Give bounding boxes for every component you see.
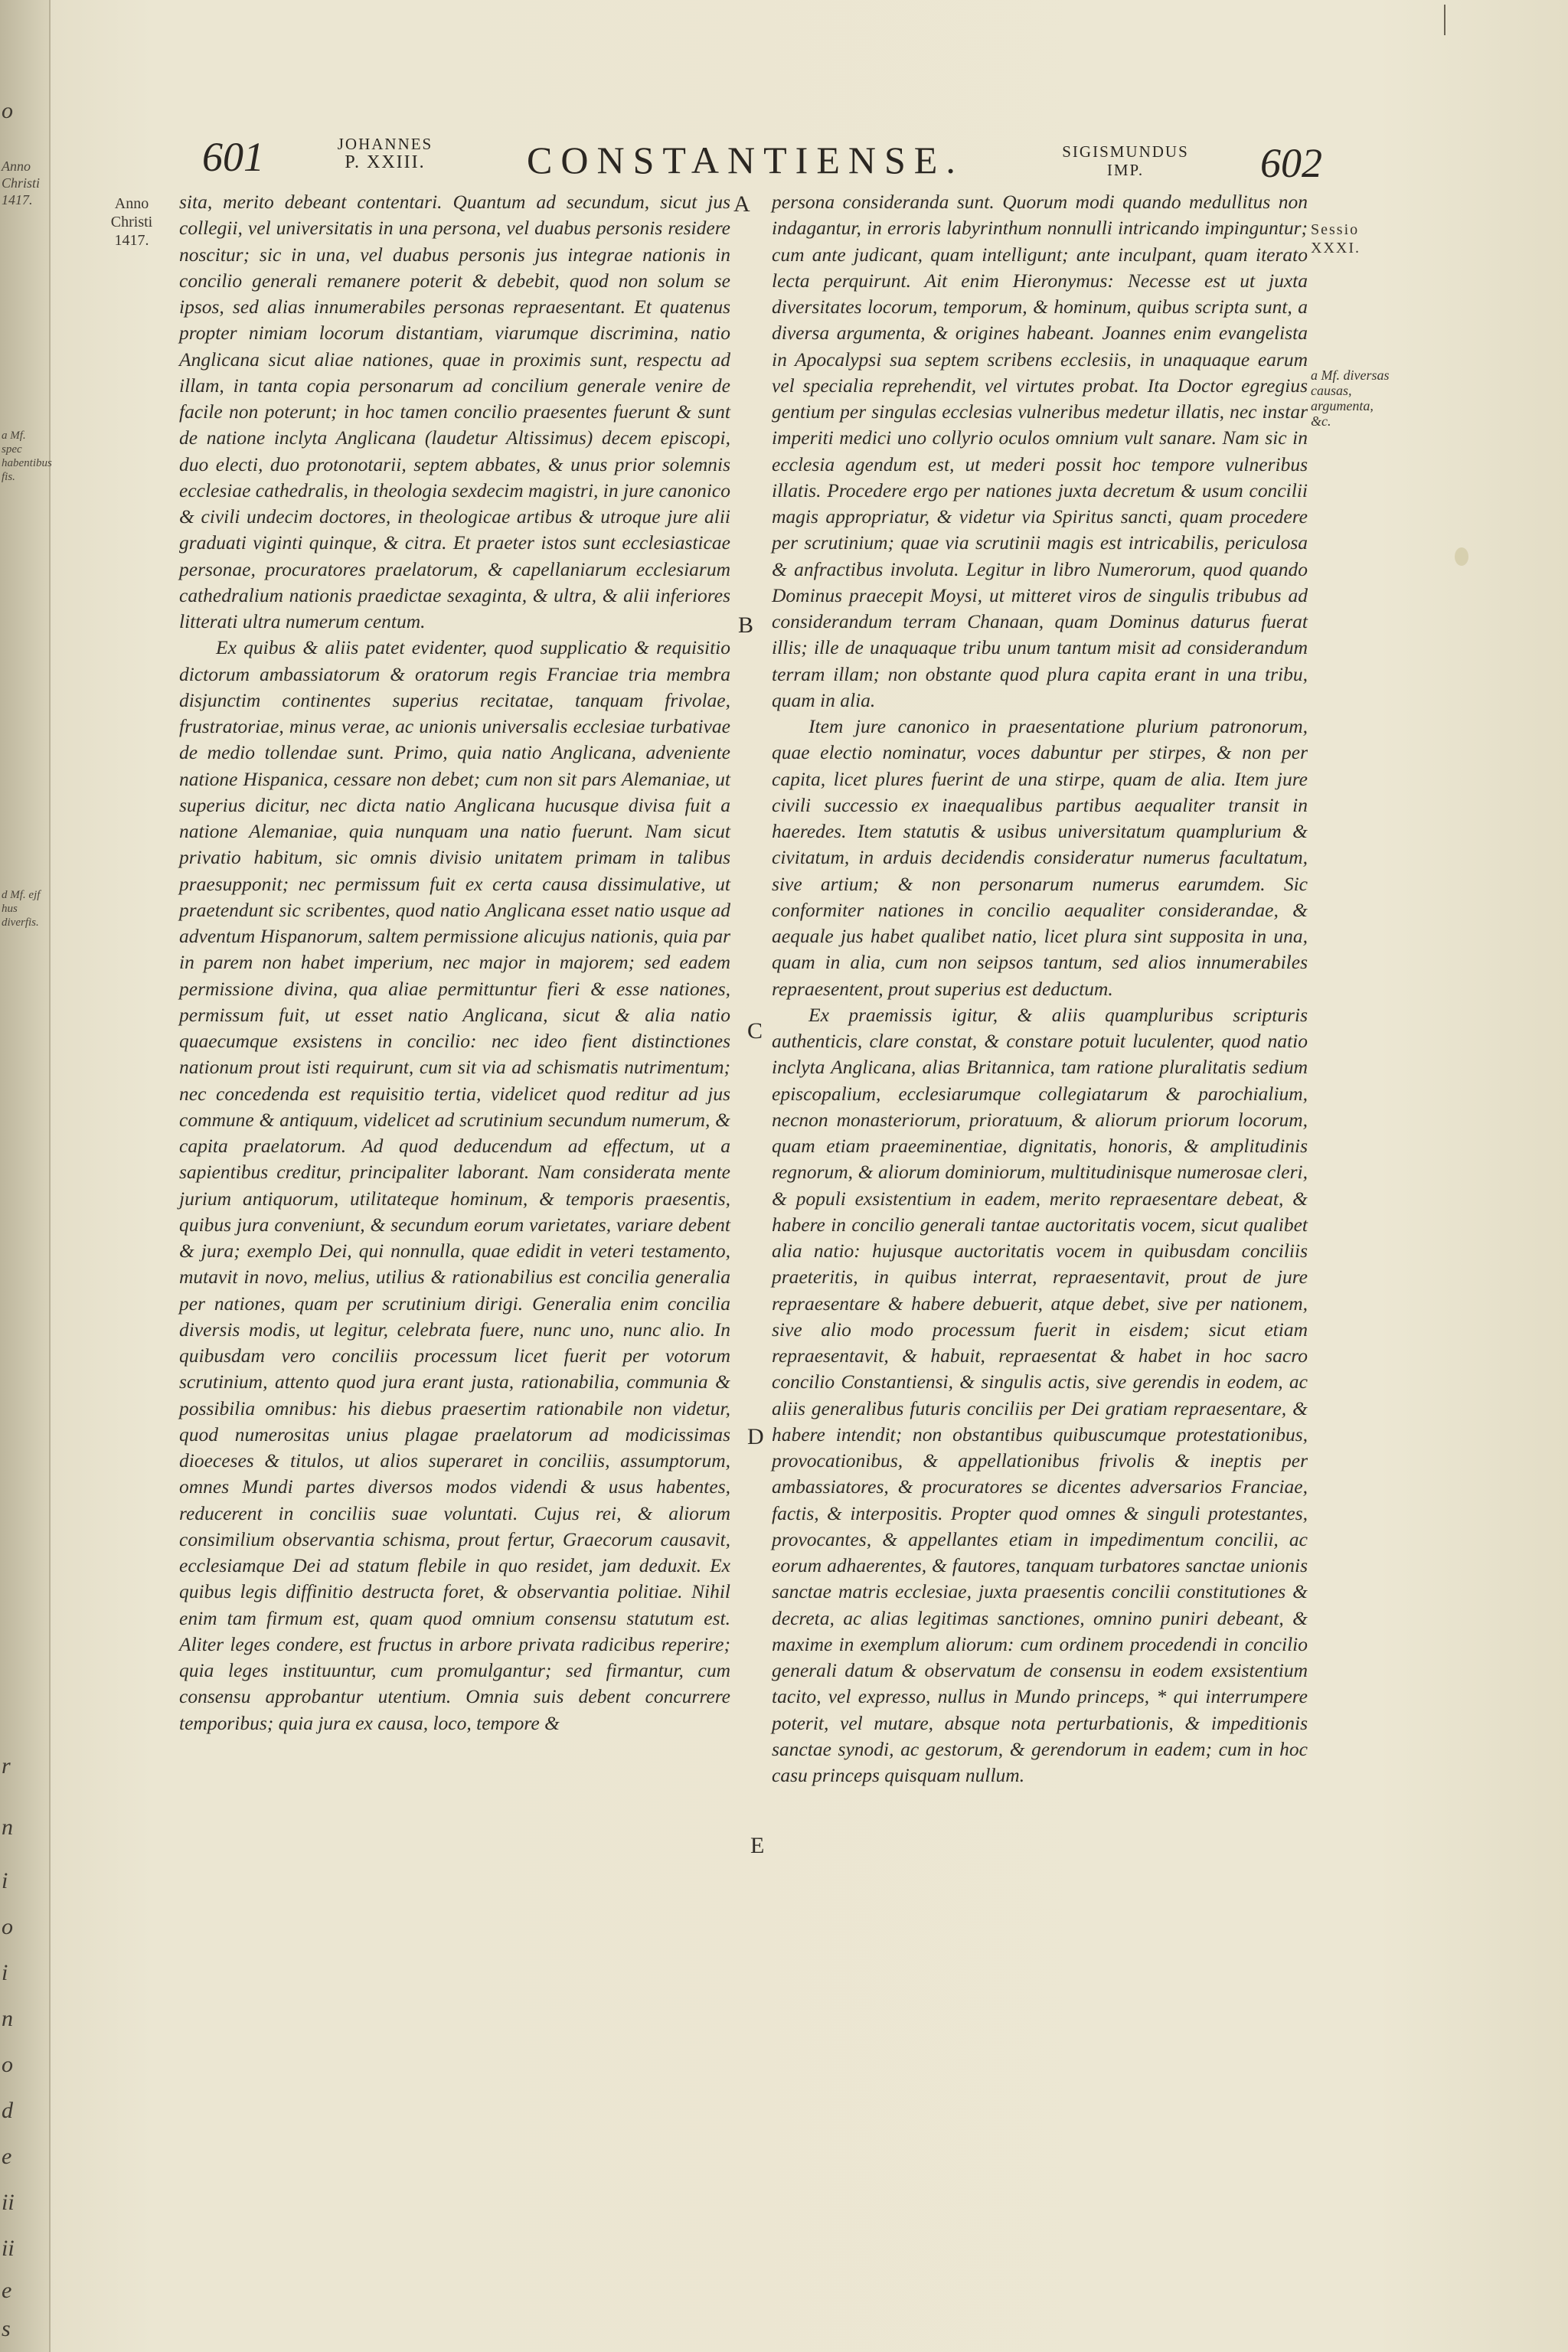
section-letter-e: E	[750, 1833, 765, 1858]
session-margin-note: Sessio XXXI.	[1311, 221, 1361, 256]
left-text-column	[179, 189, 730, 1736]
page-number-left: 601	[202, 134, 264, 180]
strip-top-glyph: o	[2, 98, 13, 123]
strip-letter: ii	[2, 2190, 15, 2215]
header-emperor-name: SIGISMUNDUS	[1062, 142, 1189, 161]
strip-note-1: a Mf. spec habentibus fis.	[2, 430, 52, 483]
strip-letter: e	[2, 2144, 12, 2169]
header-emperor-title: IMP.	[1106, 161, 1145, 179]
strip-note-2: d Mf. ejf hus diverfis.	[2, 889, 41, 929]
page-number-right: 602	[1260, 140, 1322, 186]
page-title: CONSTANTIENSE.	[527, 139, 964, 181]
section-letter-c: C	[747, 1018, 763, 1044]
paragraph: sita, merito debeant contentari. Quantum ad secundum, sicut jus collegii, vel universitatis in una persona, vel duabus personis residere noscitur; sic in una, vel duabus personis jus integrae nationis in concilio generali remanere poterit & debebit, quod non solum se ipsos, sed alias innumerabiles personas repraesentant. Et quatenus propter nimiam locorum distantiam, viarumque discrimina, natio Anglicana sicut aliae nationes, quae in proximis sunt, respectu ad illam, in tanta copia personarum ad concilium generale venire de facile non poterunt; in hoc tamen concilio praesentes fuerunt & sunt de natione inclyta Anglicana (laudetur Altissimus) decem episcopi, duo electi, duo protonotarii, septem abbates, & unus prior solemnis ecclesiae cathedralis, in theologia sexdecim magistri, in jure canonico & civili undecim doctores, in theologicae artibus & utroque jure alii graduati viginti quinque, & citra. Et praeter istos sunt ecclesiasticae personae, procuratores praelatorum, & capellaniarum ecclesiarum cathedralium nationis praedictae sexaginta, & ultra, & alii inferiores litterati ultra numerum centum.	[179, 191, 730, 632]
paragraph: Ex quibus & aliis patet evidenter, quod supplicatio & requisitio dictorum ambassiatorum & oratorum regis Franciae tria membra disjunctim continentes superius recitatae, tanquam frivolae, frustratoriae, minus verae, ac unionis universalis ecclesiae turbativae de medio tollendae sunt. Primo, quia natio Anglicana, adveniente natione Hispanica, cessare non debet; cum non sit pars Alemaniae, ut superius dicitur, nec dicta natio Anglicana hucusque divisa fuit a natione Alemaniae, quia nunquam una natio fuerunt. Nam sicut privatio habitum, sic omnis divisio unitatem primam in talibus praesupponit; nec permissum fuit ex certa causa dissimulative, ut praetendunt sic scribentes, quod natio Anglicana esset natio usque ad adventum Hispanorum, saltem permissione alicujus nationis, quia par in parem non habet imperium, nec major in majorem; sed eadem permissione divina, qua aliae permittuntur fieri & esse nationes, permissum fuit, ut esset natio Anglicana, sicut & alia natio quaecumque exsistens in concilio: nec ideo fient distinctiones nationum prout isti requirunt, cum sit via ad schismatis nutrimentum; nec concedenda est requisitio tertia, videlicet quod reditur ad jus commune & antiquum, videlicet ad scrutinium secundum numerum, & capita praelatorum. Ad quod deducendum ad effectum, ut a sapientibus creditur, principaliter laborant. Nam considerata mente jurium antiquorum, utilitateque hominum, & temporis praesentis, quibus jura conveniunt, & secundum eorum varietates, variare debent & jura; exemplo Dei, qui nonnulla, quae edidit in veteri testamento, mutavit in novo, melius, utilius & rationabilius est concilia generalia per nationes, quam per scrutinium dirigi. Generalia enim concilia diversis modis, ut legitur, celebrata fuere, nunc uno, nunc alio. In quibusdam vero conciliis processum licet fuerit per votorum scrutinium, attento quod jura erant justa, rationabilia, communia & possibilia omnibus: his diebus praesertim rationabile non videtur, quod numerositas unius plagae praelatorum ad modicissimas dioeceses & titulos, ut alios superaret in conciliis, assumptorum, omnes Mundi partes diversos modos videndi & usus habentes, reducerent in conciliis suae voluntati. Cujus rei, & aliorum consimilium observantia schisma, prout fertur, Graecorum causavit, ecclesiamque Dei ad statum flebile in quo residet, jam deduxit. Ex quibus legis diffinitio destructa foret, & observantia politiae. Nihil enim tam firmum est, quam quod omnium consensu statutum est. Aliter leges condere, est fructus in arbore privata radicibus reperire; quia leges instituuntur, cum promulgantur; sed firmantur, cum consensu approbantur utentium. Omnia suis debent concurrere temporibus; quia jura ex causa, loco, tempore &	[179, 636, 730, 1734]
previous-page-edge	[0, 0, 51, 2352]
header-pope-name: JOHANNES	[337, 135, 433, 153]
header-pope-number: P. XXIII.	[345, 152, 426, 172]
paragraph: Ex praemissis igitur, & aliis quampluribus scripturis authenticis, clare constat, & constare potuit luculenter, quod natio inclyta Anglicana, alias Britannica, tam ratione pluralitatis sedium episcopalium, ecclesiarumque collegiatarum & parochialium, necnon monasteriorum, prioratuum, & aliorum priorum locorum, quam etiam praeeminentiae, dignitatis, honoris, & amplitudinis regnorum, & aliorum dominiorum, multitudinisque numerosae cleri, & populi exsistentium in eadem, merito repraesentare debeat, & habere in concilio generali tantae auctoritatis vocem, sicut qualibet alia natio: hujusque auctoritatis vocem in quibusdam conciliis praeteritis, in quibus interrat, repraesentavit, prout de jure repraesentare & habere debuerit, atque debet, sive per nationem, sive alio modo processum fuerit in eisdem; sicut etiam repraesentavit, & habuit, repraesentat & habet in hoc sacro concilio Constantiensi, & singulis actis, sive gerendis in eodem, ac aliis generalibus futuris conciliis per Dei gratiam repraesentare, & habere intendit; non obstantibus quibuscumque protestationibus, provocationibus, & appellationibus frivolis & ineptis per ambassiatores, & procuratores se dicentes adversarios Franciae, factis, & interpositis. Propter quod omnes & singuli protestantes, provocantes, & appellantes etiam in impedimentum concilii, ac eorum adhaerentes, & fautores, tanquam turbatores sanctae unionis sanctae matris ecclesiae, juxta praesentis concilii constitutiones & decreta, ac alias legitimas sanctiones, omnino puniri debeant, & maxime in exemplum aliorum: cum ordinem procedendi in concilio generali datum & observatum de consensu in eodem exsistentium tacito, vel expresso, nullus in Mundo princeps, * qui interrumpere poterit, vel mutare, absque nota perturbationis, & impeditionis sanctae synodi, ac gestorum, & gerendorum in eadem; cum in hoc casu princeps quisquam nullum.	[772, 1003, 1308, 1786]
section-letter-a: A	[733, 191, 750, 217]
strip-letter: ii	[2, 2236, 15, 2261]
header-pope	[335, 135, 435, 172]
paragraph: persona consideranda sunt. Quorum modi quando medullitus non indagantur, in erroris labyrinthum nonnulli intricando impinguntur; cum ante judicant, quam intelligunt; ante inculpant, quam iterato lecta perquirunt. Ait enim Hieronymus: Necesse est ut juxta diversitates locorum, temporum, & hominum, quibus scripta sunt, a diversa argumenta, & origines habeant. Joannes enim evangelista in Apocalypsi sua septem scribens ecclesiis, in unaquaque earum vel specialia reprehendit, vel virtutes probat. Ita Doctor egregius gentium per singulas ecclesias vulneribus medetur illatis, nec instar imperiti medici uno collyrio oculos omnium vult sanare. Nam sic in ecclesia agendum est, ut mederi possit hoc tempore vulneribus illatis. Procedere ergo per nationes juxta decretum & usum concilii magis appropriatur, & videtur via Spiritus sancti, quam procedere per scrutinium; quae via scrutinii magis est intricabilis, periculosa & anfractibus involuta. Legitur in libro Numerorum, quod quando Dominus praecepit Moysi, ut mitteret viros de singulis tribubus ad considerandum terram Chanaan, quam Dominus daturus fuerat illis; ille de unaquaque tribu unum tantum misit ad considerandum terram illam; non obstante quod plura capita erant in una tribu, quam in alia.	[772, 191, 1308, 711]
header-emperor	[1049, 142, 1202, 179]
strip-letter: i	[2, 1868, 8, 1893]
paragraph: Item jure canonico in praesentatione plurium patronorum, quae electio nominatur, voces dabuntur per stirpes, & non per capita, licet plures fuerint de una stirpe, quam de alia. Item jure civili successio ex inaequalibus partibus aequaliter transit in haeredes. Item statutis & usibus universitatum quamplurium & civitatum, in arduis decidendis consideratur numerus facultatum, sive artium; & non personarum numerus earumdem. Sic conformiter nationes in concilio aequaliter considerandae, & aequale jus habet qualibet natio, licet plura sint supposita in una, quam in alia, cum non seipsos tantum, sed alios innumerabiles repraesentent, prout superius est deductum.	[772, 715, 1308, 1000]
section-letter-b: B	[738, 612, 754, 638]
strip-letter: d	[2, 2098, 13, 2123]
strip-letter: r	[2, 1753, 11, 1779]
strip-letter: n	[2, 2006, 13, 2031]
year-margin-note: Anno Christi 1417.	[110, 195, 153, 249]
strip-letter: s	[2, 2316, 11, 2341]
strip-letter: o	[2, 1914, 13, 1939]
strip-letter: n	[2, 1815, 13, 1840]
paper-stain	[1455, 547, 1468, 566]
strip-header-note: Anno Christi 1417.	[2, 158, 41, 207]
strip-letter: i	[2, 1960, 8, 1985]
edge-mark	[1444, 5, 1446, 35]
footnote-margin-note: a Mf. diversas causas, argumenta, &c.	[1311, 368, 1390, 429]
section-letter-d: D	[747, 1424, 764, 1449]
strip-letter: o	[2, 2052, 13, 2077]
right-text-column	[772, 189, 1308, 1788]
strip-letter: e	[2, 2278, 12, 2303]
running-header	[0, 122, 1568, 191]
